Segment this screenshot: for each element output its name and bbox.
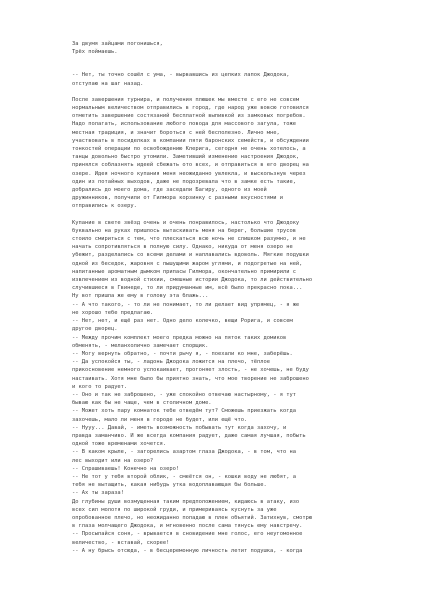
paragraph: -- Не тот у тебя второй облик, - смеётся он, - кошки воду не любят, а тебя не вытащить, какая нибудь утка водоплавающая бы больше. xyxy=(72,473,296,489)
paragraph: -- Да успокойся ты, - ладонь Джодока ложится на плечо, тёплое прикосновение немного успокаивает, прогоняет злость, - не хочешь, не буду настаивать. Хотя мне было бы приятно знать, что мое творение не заброшено и кого то радует. xyxy=(72,359,309,390)
paragraph: -- Между прочим комплект моего предка можно на пяток таких домиков обменять, - меланхолично замечает спорщик. xyxy=(72,334,287,349)
paragraph-gap xyxy=(72,211,382,219)
paragraph-gap xyxy=(72,88,382,96)
paragraph: -- Могу вернуть обратно, - почти рычу я, - поехали ко мне, заберёшь. xyxy=(72,350,293,357)
paragraph: Купание в свете звёзд очень и очень понравилось, настолько что Джодоку буквально на руках пришлось вытаскивать меня на берег, большие трусов стоило смириться с тем, что плескаться всю ночь не слишком разумно, и не начать сопротивляться в полную силу. Однако, никуда от меня озеро не убежит, рaзделались со всеми делами и наплавались вдоволь. Мягкие подушки одной из беседок, жаровня с пышущими жаром углями, и подогретые на ней, напитанные ароматным дымком припасы Гилмора, окончательно примирили с извлечением из водной стихии, смешные истории Джодока, то ли действительно случившиеся в Гвинеде, то ли придуманные им, всё было прекрасно пока... Ну вот пришла же ему в голову эта блажь... xyxy=(72,219,313,300)
paragraph: -- Нет, нет, и ещё раз нет. Одно дело колечко, вещи Роригa, и совсем другое дворец. xyxy=(72,318,293,333)
paragraph: До глубины души возмущенная таким предположением, кидаюсь в атаку, изо всех сил молотя по широкой груди, и примериваясь куснуть за уже опробованное плечо, но неожиданно попадаю в плен объятий. Затихнув, смотрю в глаза молчащего Джодока, и мгновенно после сама тянусь ему навстречу. xyxy=(72,498,313,530)
paragraph: -- Нууу... Давай, - иметь возможность побывать тут когда захочу, и правда заманчиво. И же всегда компания радует, даже самая лучшая, побыть одной тоже временами хочется. xyxy=(72,424,306,448)
paragraph: -- Просыпайся соня, - врывается в сновидение мне голос, его неугомонное величество, - вставай, скорее! xyxy=(72,531,303,546)
paragraph: -- Спрашиваешь! Конечно на озеро! xyxy=(72,465,180,472)
paragraph: -- Оно и так не заброшено, - уже спокойно отвечаю настырному, - я тут бываю как бы не чаще, чем в столичном доме. xyxy=(72,391,296,407)
epigraph-line-1: За двумя зайцами погонишься, xyxy=(72,41,163,47)
epigraph-line-2: Трёх поймаешь. xyxy=(72,49,118,56)
paragraph: -- Нет, ты точно сошёл с ума, - вырвавшись из цепких лапок Джодока, отступаю на шаг назад. xyxy=(72,72,290,87)
paragraph: -- А ну брысь отсюда, - в бесцеремонную личность летит подушка, - когда xyxy=(72,547,303,554)
paragraph: -- Ах ты зараза! xyxy=(72,490,124,497)
paragraph: -- В каком крыле, - загорелись азартом глаза Джодока, - в том, что на лес выходит или на озеро? xyxy=(72,449,296,464)
paragraph: -- А что такого, - то ли не понимает, то ли делает вид упрямец, - я же не хорошо тебе предлагаю. xyxy=(72,301,300,316)
paragraph: -- Может хоть пару комнаток тебе отведём тут? Сможешь приезжать когда захочешь, мало ли меня в городе не будет, или ещё что. xyxy=(72,408,296,423)
epigraph xyxy=(72,40,382,56)
paragraph: После завершения турнира, и получения плюшек мы вместе с его не совсем нормальным величеством отправились в город, где народ уже вовсю готовился отметить завершение состязаний бесплатной выпивкой из замковых погребов. Надо полагать, использование любого повода для массового загула, тоже местная традиция, и значит бороться с ней бесполезно. Лично мне, участвовать в посиделках в компании пяти баронских семейств, и обсуждении тонкостей операции по освобождению Клерига, сегодня не очень хотелось, а танцы довольно быстро утомили. Заметивший изменение настроения Джодок, принялся соблазнять идеей сбежать ото всех, и отправиться в его дворец на озере. Идея ночного купания меня неожиданно увлекла, и выскользнув через один из потайных выходов, даже не подозревала что в замке есть такие, добрались до моего дома, где заседали Багиру, одного из моей дружинников, получили от Гилмора корзинку с разными вкусностями и отправились к озеру. xyxy=(72,96,309,210)
